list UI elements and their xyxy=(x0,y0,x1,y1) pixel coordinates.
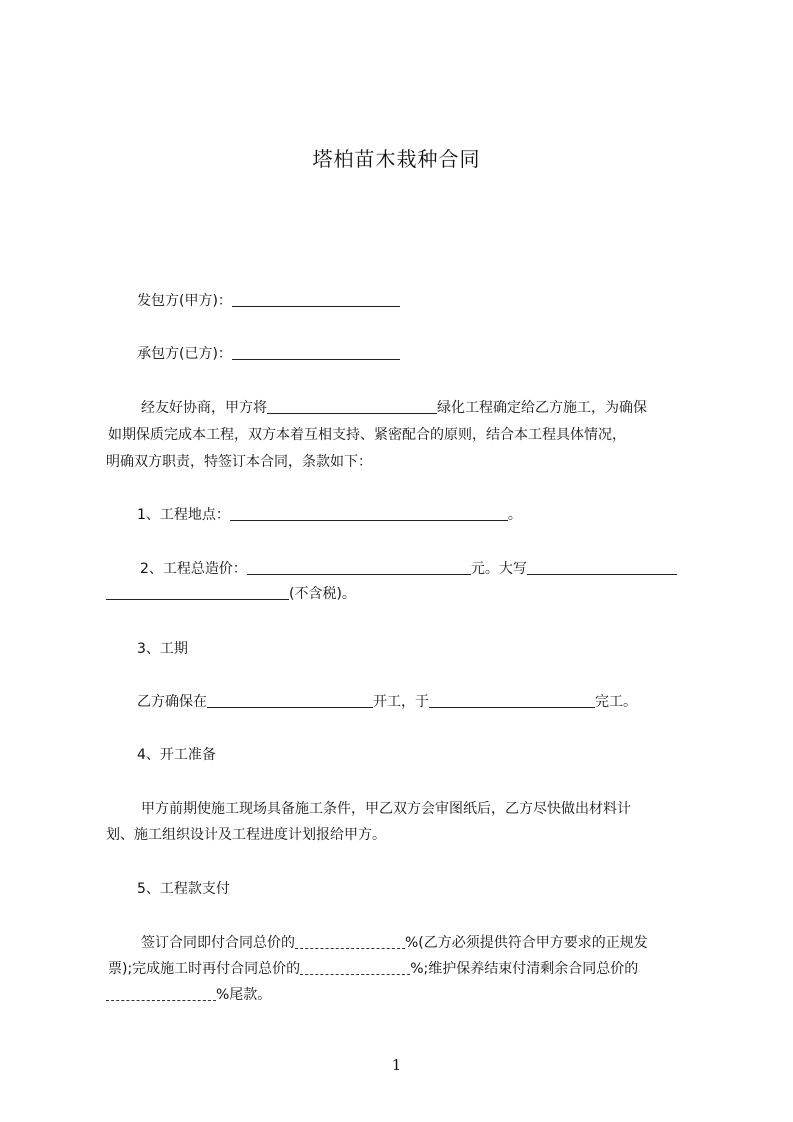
clause-3-pre: 乙方确保在 xyxy=(137,694,207,710)
document-title: 塔柏苗木栽种合同 xyxy=(312,147,481,171)
clause-4-heading: 4、开工准备 xyxy=(137,747,216,763)
clause-3-heading: 3、工期 xyxy=(137,641,188,657)
project-name-blank[interactable] xyxy=(267,399,437,414)
intro-line-2: 如期保质完成本工程，双方本着互相支持、紧密配合的原则，结合本工程具体情况， xyxy=(108,427,626,443)
clause-4-line-2: 划、施工组织设计及工程进度计划报给甲方。 xyxy=(106,827,386,843)
party-a-label: 发包方(甲方)： xyxy=(137,293,232,309)
intro-line-1-pre: 经友好协商，甲方将 xyxy=(141,400,267,416)
clause-5-line-1-pre: 签订合同即付合同总价的 xyxy=(141,935,295,951)
clause-2-line-2 xyxy=(106,585,356,603)
clause-3-line xyxy=(137,693,637,711)
party-b-label: 承包方(已方)： xyxy=(137,346,232,362)
clause-2-tax-note: (不含税)。 xyxy=(289,586,356,602)
clause-5-heading: 5、工程款支付 xyxy=(137,881,230,897)
end-date-blank[interactable] xyxy=(429,693,595,708)
clause-5-line-3-post: %尾款。 xyxy=(216,987,272,1003)
clause-5-line-1 xyxy=(141,934,648,952)
clause-5-line-1-post: %(乙方必须提供符合甲方要求的正规发 xyxy=(405,935,648,951)
page-number: 1 xyxy=(391,1056,402,1074)
clause-1-line xyxy=(137,506,522,524)
party-b-line xyxy=(137,345,400,363)
clause-5-line-2 xyxy=(108,960,638,978)
party-a-line xyxy=(137,292,400,310)
total-price-blank[interactable] xyxy=(247,560,471,575)
intro-line-3: 明确双方职责，特签订本合同，条款如下： xyxy=(106,454,372,470)
clause-5-line-2-post: %;维护保养结束付清剩余合同总价的 xyxy=(410,961,639,977)
clause-2-line xyxy=(140,560,677,578)
intro-line-1-post: 绿化工程确定给乙方施工，为确保 xyxy=(437,400,647,416)
final-payment-percent-blank[interactable] xyxy=(106,986,216,1001)
party-b-blank[interactable] xyxy=(232,345,400,360)
site-location-blank[interactable] xyxy=(230,506,508,521)
clause-3-post: 完工。 xyxy=(595,694,637,710)
clause-5-line-2-pre: 票);完成施工时再付合同总价的 xyxy=(108,961,301,977)
start-date-blank[interactable] xyxy=(207,693,373,708)
completion-payment-percent-blank[interactable] xyxy=(300,960,410,975)
price-in-words-blank-2[interactable] xyxy=(106,585,289,600)
clause-2-label: 2、工程总造价： xyxy=(140,561,247,577)
clause-1-label: 1、工程地点： xyxy=(137,507,230,523)
clause-4-line-1: 甲方前期使施工现场具备施工条件，甲乙双方会审图纸后，乙方尽快做出材料计 xyxy=(141,801,631,817)
party-a-blank[interactable] xyxy=(232,292,400,307)
price-in-words-blank-1[interactable] xyxy=(527,560,677,575)
clause-5-line-3 xyxy=(106,986,271,1004)
intro-line-1 xyxy=(141,399,647,417)
clause-2-unit: 元。大写 xyxy=(470,561,527,577)
first-payment-percent-blank[interactable] xyxy=(295,934,405,949)
clause-1-end: 。 xyxy=(507,507,522,523)
clause-3-mid: 开工，于 xyxy=(373,694,429,710)
